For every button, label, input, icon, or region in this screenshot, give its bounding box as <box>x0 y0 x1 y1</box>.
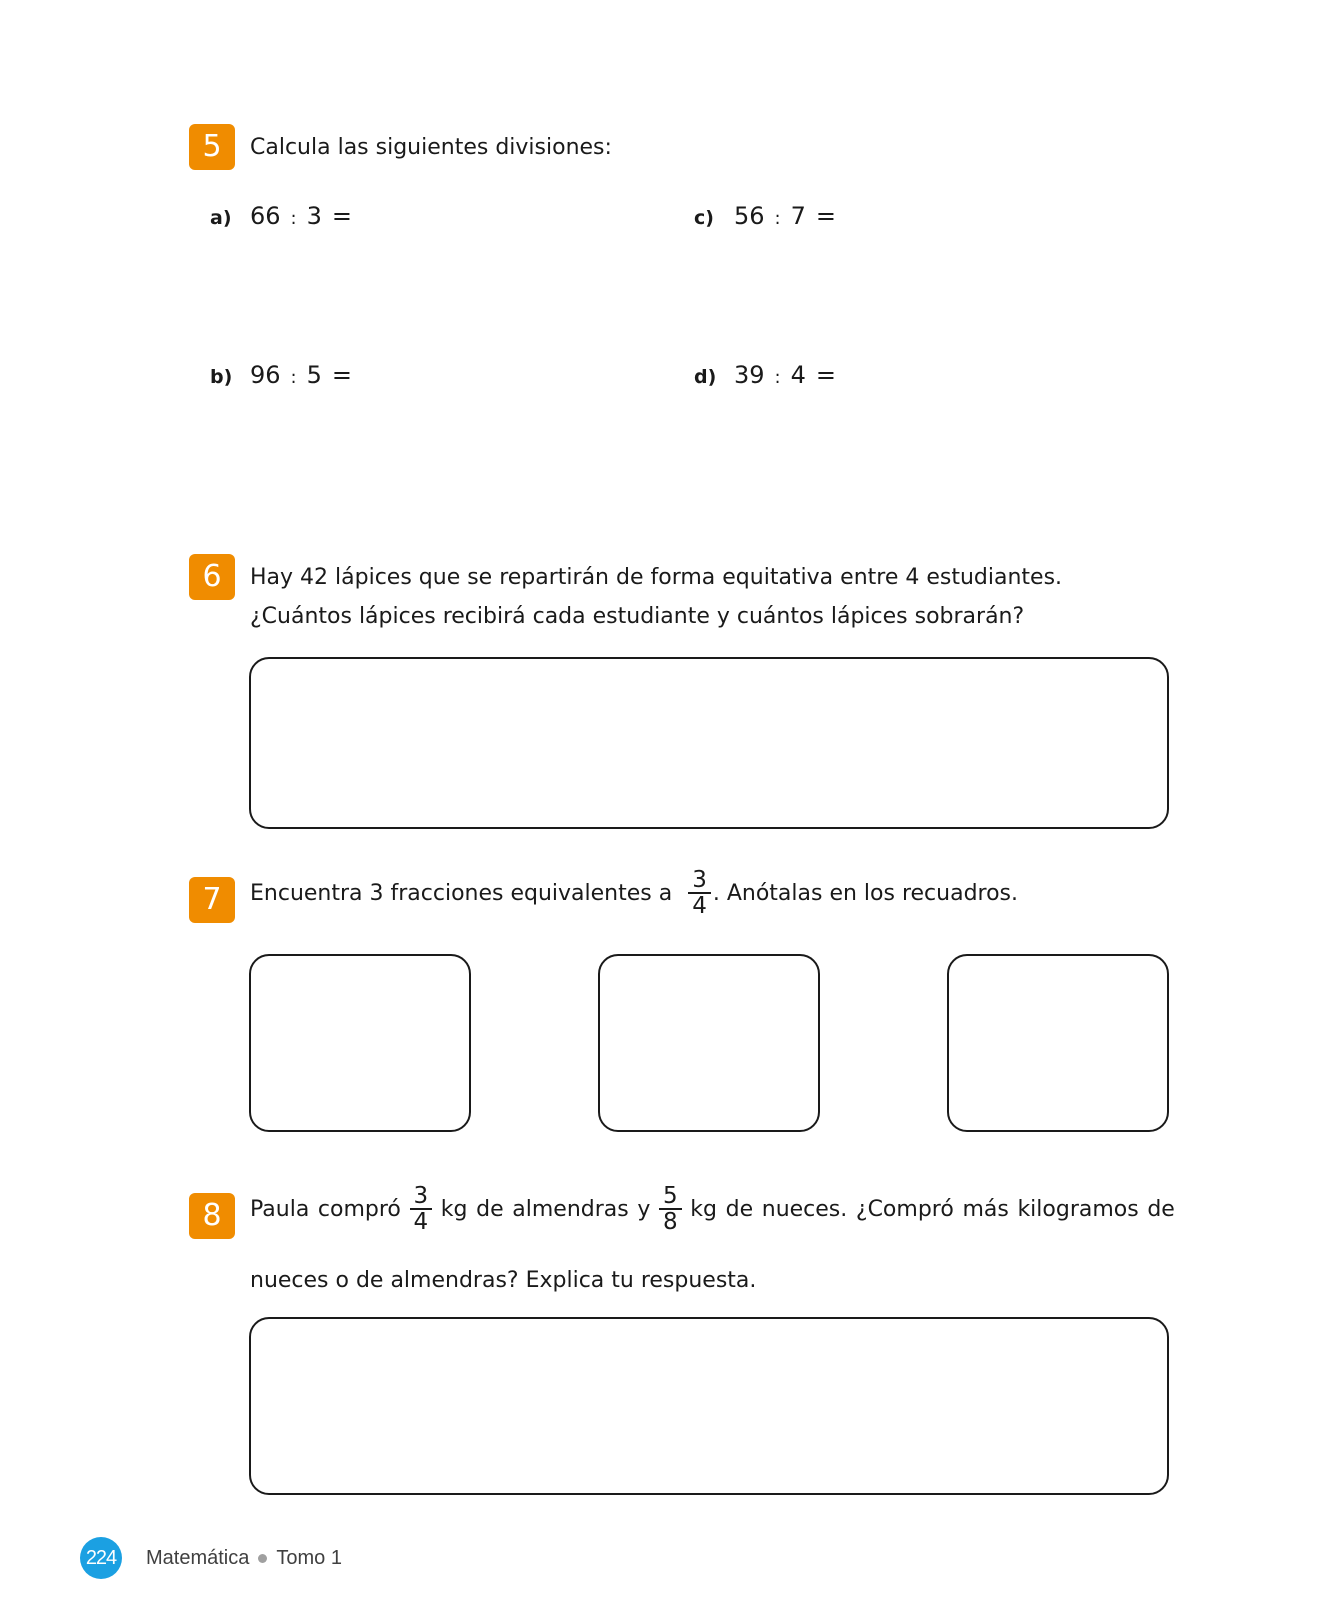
question-prompt-line1 <box>250 1184 1175 1234</box>
word: de <box>1147 1196 1175 1222</box>
divisor: 5 <box>306 361 322 389</box>
word: almendras <box>512 1196 629 1222</box>
divisor: 7 <box>790 202 806 230</box>
page-footer <box>80 1537 342 1579</box>
division-sign: : <box>290 208 297 229</box>
word: kg <box>440 1196 468 1222</box>
page-number-badge: 224 <box>80 1537 122 1579</box>
question-number-badge: 6 <box>189 554 235 600</box>
question-prompt-line2: nueces o de almendras? Explica tu respuesta. <box>250 1268 757 1293</box>
dividend: 66 <box>250 202 281 230</box>
division-sign: : <box>774 208 781 229</box>
fraction-numerator: 3 <box>410 1184 433 1210</box>
dividend: 39 <box>734 361 765 389</box>
question-prompt <box>250 868 1018 918</box>
question-prompt-line1: Hay 42 lápices que se repartirán de forma equitativa entre 4 estudiantes. <box>250 565 1063 590</box>
item-label: c) <box>694 207 714 229</box>
answer-box[interactable] <box>249 1317 1169 1495</box>
word: y <box>637 1196 651 1222</box>
division-item <box>694 202 836 230</box>
word: kg <box>690 1196 717 1222</box>
division-item <box>694 361 836 389</box>
word: de <box>476 1196 504 1222</box>
answer-box-1[interactable] <box>249 954 471 1132</box>
fraction-numerator: 3 <box>688 868 711 894</box>
fraction-numerator: 5 <box>659 1184 682 1210</box>
answer-box[interactable] <box>249 657 1169 829</box>
question-number-badge: 7 <box>189 877 235 923</box>
word: compró <box>317 1196 401 1222</box>
division-sign: : <box>774 367 781 388</box>
item-label: b) <box>210 366 233 388</box>
equals-sign: = <box>815 361 837 389</box>
dividend: 56 <box>734 202 765 230</box>
item-label: d) <box>694 366 717 388</box>
word: de <box>725 1196 754 1222</box>
footer-volume: Tomo 1 <box>276 1546 342 1569</box>
prompt-text-before: Encuentra 3 fracciones equivalentes a <box>250 880 673 906</box>
fraction-denominator: 4 <box>692 893 707 920</box>
dividend: 96 <box>250 361 281 389</box>
fraction-three-quarters <box>410 1184 433 1234</box>
prompt-text-after: . Anótalas en los recuadros. <box>712 880 1019 906</box>
equals-sign: = <box>331 361 353 389</box>
answer-box-2[interactable] <box>598 954 820 1132</box>
word: Paula <box>250 1196 310 1222</box>
word: nueces. <box>761 1196 848 1222</box>
item-label: a) <box>210 207 232 229</box>
division-item <box>210 361 352 389</box>
word: kilogramos <box>1017 1196 1139 1222</box>
question-prompt: Calcula las siguientes divisiones: <box>250 135 612 160</box>
fraction-denominator: 8 <box>663 1209 678 1236</box>
equals-sign: = <box>815 202 837 230</box>
divisor: 3 <box>306 202 322 230</box>
word: ¿Compró <box>855 1196 954 1222</box>
division-sign: : <box>290 367 297 388</box>
fraction-denominator: 4 <box>413 1209 429 1236</box>
footer-subject: Matemática <box>146 1546 250 1569</box>
equals-sign: = <box>331 202 353 230</box>
question-number-badge: 8 <box>189 1193 235 1239</box>
separator-dot-icon <box>258 1554 267 1563</box>
division-item <box>210 202 352 230</box>
fraction-three-quarters <box>688 868 711 918</box>
fraction-five-eighths <box>659 1184 682 1234</box>
question-prompt-line2: ¿Cuántos lápices recibirá cada estudiante y cuántos lápices sobrarán? <box>250 604 1025 629</box>
word: más <box>962 1196 1009 1222</box>
answer-box-3[interactable] <box>947 954 1169 1132</box>
question-number-badge: 5 <box>189 124 235 170</box>
divisor: 4 <box>790 361 806 389</box>
